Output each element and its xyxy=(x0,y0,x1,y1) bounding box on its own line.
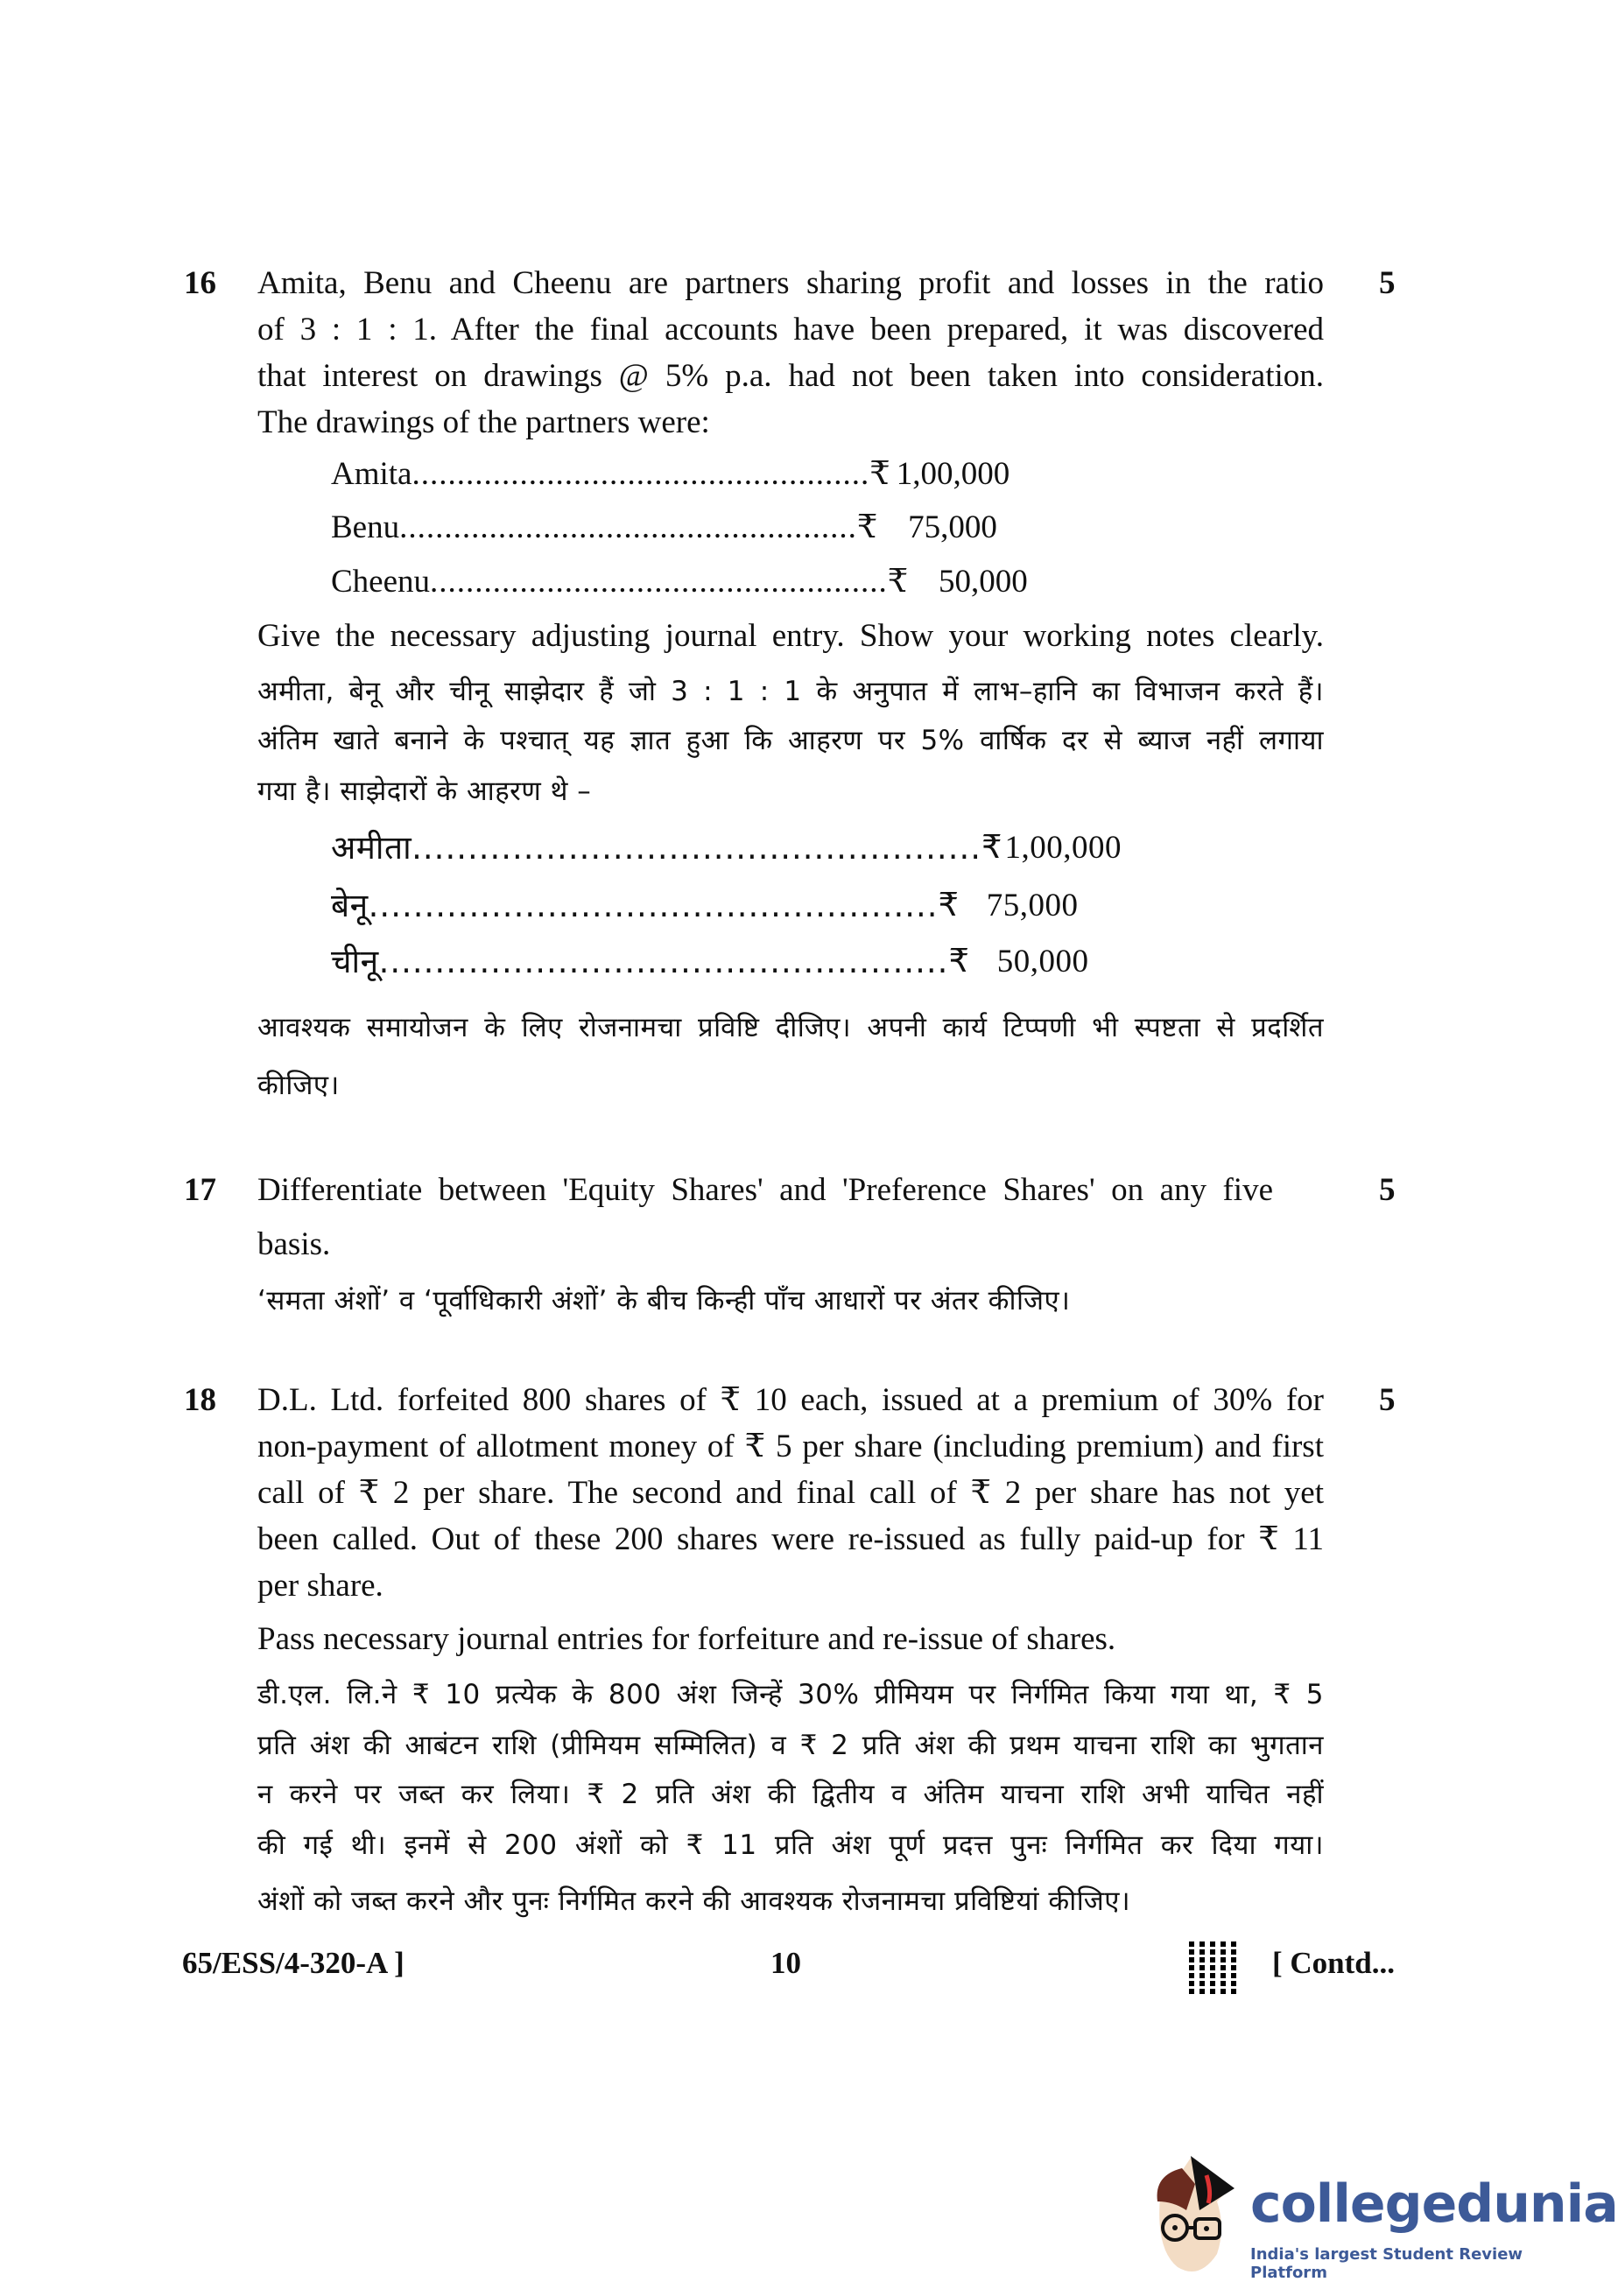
q16-text-line: The drawings of the partners were: xyxy=(257,404,710,440)
question-marks-16: 5 xyxy=(1379,265,1396,301)
q16-text-line: that interest on drawings @ 5% p.a. had not been taken into consideration. xyxy=(257,358,1324,394)
q17-text-line: basis. xyxy=(257,1226,331,1262)
paper-code: 65/ESS/4-320-A ] xyxy=(182,1946,404,1980)
drawing-row-benu xyxy=(331,509,997,547)
mascot-icon xyxy=(1147,2149,1243,2280)
q16-text-line: of 3 : 1 : 1. After the final accounts have been prepared, it was discovered xyxy=(257,312,1324,348)
partner-name: बेनू xyxy=(331,887,369,924)
drawing-amount: 1,00,000 xyxy=(896,456,1010,492)
q16-text-line: Amita, Benu and Cheenu are partners sharing profit and losses in the ratio xyxy=(257,265,1324,301)
drawing-row-amita xyxy=(331,455,1010,494)
q16-hindi-line: अंतिम खाते बनाने के पश्चात् यह ज्ञात हुआ कि आहरण पर 5% वार्षिक दर से ब्याज नहीं लगाया xyxy=(257,725,1324,756)
partner-name: चीनू xyxy=(331,943,379,980)
currency-symbol: ₹ xyxy=(856,509,878,545)
q18-hindi-line: प्रति अंश की आबंटन राशि (प्रीमियम सम्मिलित) व ₹ 2 प्रति अंश की प्रथम याचना राशि का भुगतान xyxy=(257,1730,1324,1761)
drawing-amount: 75,000 xyxy=(986,888,1079,923)
currency-symbol: ₹ xyxy=(938,888,960,923)
question-number-18: 18 xyxy=(184,1382,216,1418)
q17-text-line: Differentiate between 'Equity Shares' and 'Preference Shares' on any five xyxy=(257,1172,1273,1208)
q18-hindi-line: की गई थी। इनमें से 200 अंशों को ₹ 11 प्रति अंश पूर्ण प्रदत्त पुनः निर्गमित कर दिया गया। xyxy=(257,1829,1324,1861)
drawing-row-cheenu xyxy=(331,563,1028,601)
currency-symbol: ₹ xyxy=(981,830,1003,866)
q16-instruction: Give the necessary adjusting journal entry. Show your working notes clearly. xyxy=(257,618,1324,654)
partner-name: Benu xyxy=(331,509,400,545)
q16-hindi-line: गया है। साझेदारों के आहरण थे – xyxy=(257,776,592,807)
q16-hindi-instruction: आवश्यक समायोजन के लिए रोजनामचा प्रविष्टि दीजिए। अपनी कार्य टिप्पणी भी स्पष्टता से प्रदर्शित xyxy=(257,1012,1324,1043)
leader-dots xyxy=(399,509,857,547)
q17-hindi-line: ‘समता अंशों’ व ‘पूर्वाधिकारी अंशों’ के बीच किन्ही पाँच आधारों पर अंतर कीजिए। xyxy=(257,1285,1071,1317)
q18-instruction: Pass necessary journal entries for forfeiture and re-issue of shares. xyxy=(257,1621,1116,1657)
drawing-amount: 1,00,000 xyxy=(1004,830,1122,866)
drawing-row-benu-hindi xyxy=(331,887,1079,925)
drawing-amount: 50,000 xyxy=(996,944,1089,979)
leader-dots xyxy=(369,887,939,925)
currency-symbol: ₹ xyxy=(869,456,890,492)
currency-symbol: ₹ xyxy=(948,944,970,979)
q18-text-line: D.L. Ltd. forfeited 800 shares of ₹ 10 each, issued at a premium of 30% for xyxy=(257,1382,1324,1418)
q18-text-line: non-payment of allotment money of ₹ 5 per share (including premium) and first xyxy=(257,1429,1324,1464)
brand-name: collegedunia xyxy=(1250,2173,1618,2235)
q18-text-line: call of ₹ 2 per share. The second and final call of ₹ 2 per share has not yet xyxy=(257,1475,1324,1511)
leader-dots xyxy=(412,455,869,494)
q18-text-line: per share. xyxy=(257,1568,383,1604)
currency-symbol: ₹ xyxy=(887,564,909,600)
question-marks-17: 5 xyxy=(1379,1172,1396,1208)
continued-label: [ Contd... xyxy=(1272,1946,1396,1980)
q18-hindi-line: अंशों को जब्त करने और पुनः निर्गमित करने की आवश्यक रोजनामचा प्रविष्टियां कीजिए। xyxy=(257,1885,1131,1917)
partner-name: अमीता xyxy=(331,829,412,867)
partner-name: Amita xyxy=(331,456,412,492)
leader-dots xyxy=(412,829,981,867)
question-number-17: 17 xyxy=(184,1172,216,1208)
q16-hindi-line: अमीता, बेनू और चीनू साझेदार हैं जो 3 : 1 : 1 के अनुपात में लाभ–हानि का विभाजन करते हैं। xyxy=(257,676,1324,707)
brand-tagline: India's largest Student Review Platform xyxy=(1250,2245,1523,2282)
q18-hindi-line: डी.एल. लि.ने ₹ 10 प्रत्येक के 800 अंश जिन्हें 30% प्रीमियम पर निर्गमित किया गया था, ₹ 5 xyxy=(257,1679,1324,1710)
partner-name: Cheenu xyxy=(331,564,431,600)
collegedunia-logo xyxy=(1147,2149,1618,2282)
drawing-row-amita-hindi xyxy=(331,829,1122,867)
leader-dots xyxy=(430,563,888,601)
page-number: 10 xyxy=(770,1946,801,1980)
q18-text-line: been called. Out of these 200 shares were re-issued as fully paid-up for ₹ 11 xyxy=(257,1521,1324,1557)
q18-hindi-line: न करने पर जब्त कर लिया। ₹ 2 प्रति अंश की द्वितीय व अंतिम याचना राशि अभी याचित नहीं xyxy=(257,1779,1324,1810)
qr-code-icon xyxy=(1189,1941,1242,1994)
leader-dots xyxy=(379,943,949,981)
question-marks-18: 5 xyxy=(1379,1382,1396,1418)
question-number-16: 16 xyxy=(184,265,216,301)
q16-hindi-instruction: कीजिए। xyxy=(257,1070,340,1101)
drawing-amount: 50,000 xyxy=(939,564,1028,600)
drawing-amount: 75,000 xyxy=(908,509,997,545)
drawing-row-cheenu-hindi xyxy=(331,943,1089,981)
